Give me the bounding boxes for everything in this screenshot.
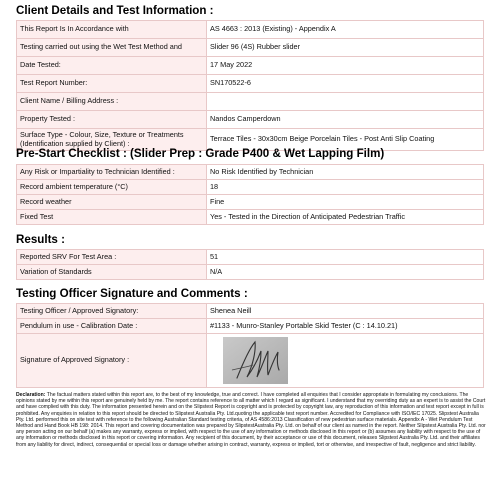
row-label: Testing Officer / Approved Signatory: [17, 304, 207, 319]
row-value: SN170522-6 [207, 75, 484, 93]
row-value: Terrace Tiles - 30x30cm Beige Porcelain Tiles - Post Anti Slip Coating [207, 129, 484, 151]
row-value: Shenea Neill [207, 304, 484, 319]
table-row [17, 180, 484, 195]
table-row [17, 250, 484, 265]
row-value: Fine [207, 195, 484, 210]
row-label: Record ambient temperature (°C) [17, 180, 207, 195]
prestart-checklist-table [16, 164, 484, 225]
results-table [16, 249, 484, 280]
row-value: N/A [207, 265, 484, 280]
table-row [17, 165, 484, 180]
row-label: Signature of Approved Signatory : [17, 334, 207, 388]
handwritten-signature-icon [223, 337, 288, 384]
row-label: Pendulum in use - Calibration Date : [17, 319, 207, 334]
row-value: No Risk Identified by Technician [207, 165, 484, 180]
declaration-title: Declaration: [16, 392, 46, 398]
signature-heading: Testing Officer Signature and Comments : [16, 287, 248, 300]
row-value: 51 [207, 250, 484, 265]
client-details-heading: Client Details and Test Information : [16, 4, 214, 17]
row-value: 18 [207, 180, 484, 195]
row-label: Variation of Standards [17, 265, 207, 280]
row-label: Property Tested : [17, 111, 207, 129]
row-label: This Report Is In Accordance with [17, 21, 207, 39]
table-row [17, 195, 484, 210]
signature-table [16, 303, 484, 388]
declaration-body: The factual matters stated within this report are, to the best of my knowledge, true and correct. I have completed all enquiries that I consider appropriate in formulating my conclusions. The opinions stated by me within this report are genuinely held by me. The report contains reference to all matter which I regard as significant. I understand that my overriding duty as an expert is to assist the Court and have complied with this duty. The information presented herein and on the Slipstest Report is copyright and is protected by copyright law, any reproduction of this information and test report except in full is prohibited. Any enquiries in relation to this report should be directed to Slipstest Australia Pty. Ltd.quoting the applicable test report number. Accredited for Compliance with ISO/IEC 17025. Slipstest Australia Pty. Ltd. performed this on site test with reference to the following Australian Standard testing criteria, of AS 4586:2013 Classification of new pedestrian surface materials. Appendix A - Wet Pendulum Test Method and Hand Book HB 198: 2014. This report and covering documentation was prepared by SlipstestAustralia Pty. Ltd. on behalf of our client as named in the report. Neither Slipstest Australia Pty. Ltd. nor any person acting on our behalf (a) makes any warranty, express or implied, with respect to the use of any information or methods disclosed in this report or (b) assumes any liability with respect to the use of any information or methods disclosed in this report or covering information. Any recipient of this document, by their acceptance or use of this document, releases Slipstest Australia Pty. Ltd. and their affiliates from any liability for direct, indirect, consequential or special loss or damage whether arising in contract, warranty, express or implied, tort or otherwise, and irrespective of fault, negligence and strict liability. [16, 392, 486, 448]
row-value: AS 4663 : 2013 (Existing) - Appendix A [207, 21, 484, 39]
row-label: Date Tested: [17, 57, 207, 75]
table-row [17, 21, 484, 39]
row-label: Record weather [17, 195, 207, 210]
row-label: Fixed Test [17, 210, 207, 225]
signature-cell [207, 334, 484, 388]
row-label: Testing carried out using the Wet Test Method and [17, 39, 207, 57]
prestart-checklist-heading: Pre-Start Checklist : (Slider Prep : Grade P400 & Wet Lapping Film) [16, 147, 385, 160]
signature-image [223, 337, 288, 384]
row-value [207, 93, 484, 111]
client-details-table [16, 20, 484, 151]
row-label: Any Risk or Impartiality to Technician Identified : [17, 165, 207, 180]
table-row [17, 265, 484, 280]
declaration-text [16, 392, 486, 448]
table-row [17, 57, 484, 75]
row-label: Reported SRV For Test Area : [17, 250, 207, 265]
row-value: Slider 96 (4S) Rubber slider [207, 39, 484, 57]
table-row [17, 304, 484, 319]
row-label: Client Name / Billing Address : [17, 93, 207, 111]
row-label: Surface Type - Colour, Size, Texture or Treatments (Identification supplied by Client) : [17, 129, 207, 151]
results-heading: Results : [16, 233, 65, 246]
table-row [17, 75, 484, 93]
table-row [17, 111, 484, 129]
table-row [17, 210, 484, 225]
table-row [17, 334, 484, 388]
row-value: Yes - Tested in the Direction of Anticipated Pedestrian Traffic [207, 210, 484, 225]
row-value: 17 May 2022 [207, 57, 484, 75]
row-value: Nandos Camperdown [207, 111, 484, 129]
table-row [17, 39, 484, 57]
table-row [17, 319, 484, 334]
row-value: #1133 - Munro-Stanley Portable Skid Tester (C : 14.10.21) [207, 319, 484, 334]
table-row [17, 93, 484, 111]
row-label: Test Report Number: [17, 75, 207, 93]
